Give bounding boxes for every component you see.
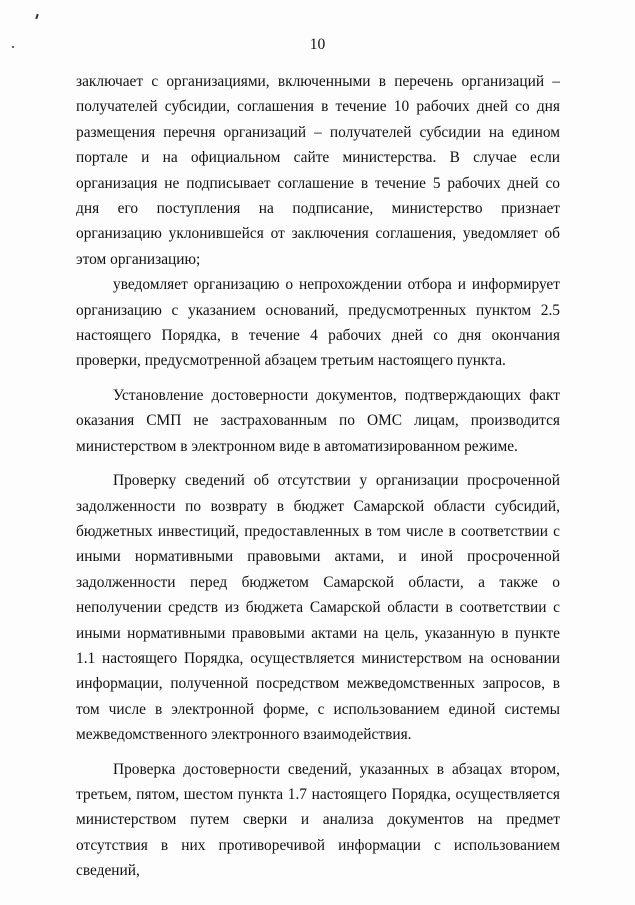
scan-artifact	[35, 14, 39, 19]
paragraph: уведомляет организацию о непрохождении отбора и информирует организацию с указанием оснований, предусмотренных пунктом 2.5 настоящего Порядка, в течение 4 рабочих дней со дня окончания проверки, предусмотренной абзацем третьим настоящего пункта.	[76, 276, 560, 370]
page-number: 10	[309, 36, 326, 53]
document-body	[76, 69, 560, 884]
paragraph: Проверка достоверности сведений, указанных в абзацах втором, третьем, пятом, шестом пункта 1.7 настоящего Порядка, осуществляется министерством путем сверки и анализа документов на предмет отсутствия в них противоречивой информации с использованием сведений,	[76, 760, 560, 880]
paragraph: Установление достоверности документов, подтверждающих факт оказания СМП не застрахованным по ОМС лицам, производится министерством в электронном виде в автоматизированном режиме.	[76, 386, 560, 455]
paragraph: Проверку сведений об отсутствии у организации просроченной задолженности по возврату в бюджет Самарской области субсидий, бюджетных инвестиций, предоставленных в том числе в соответствии с иными нормативными правовыми актами, и иной просроченной задолженности перед бюджетом Самарской области, а также о неполучении средств из бюджета Самарской области в соответствии с иными нормативными правовыми актами на цель, указанную в пункте 1.1 настоящего Порядка, осуществляется министерством на основании информации, полученной посредством межведомственных запросов, в том числе в электронной форме, с использованием единой системы межведомственного электронного взаимодействия.	[76, 472, 560, 744]
paragraph: заключает с организациями, включенными в перечень организаций – получателей субсидии, соглашения в течение 10 рабочих дней со дня размещения перечня организаций – получателей субсидии на едином портале и на официальном сайте министерства. В случае если организация не подписывает соглашение в течение 5 рабочих дней со дня его поступления на подписание, министерство признает организацию уклонившейся от заключения соглашения, уведомляет об этом организацию;	[76, 73, 560, 268]
